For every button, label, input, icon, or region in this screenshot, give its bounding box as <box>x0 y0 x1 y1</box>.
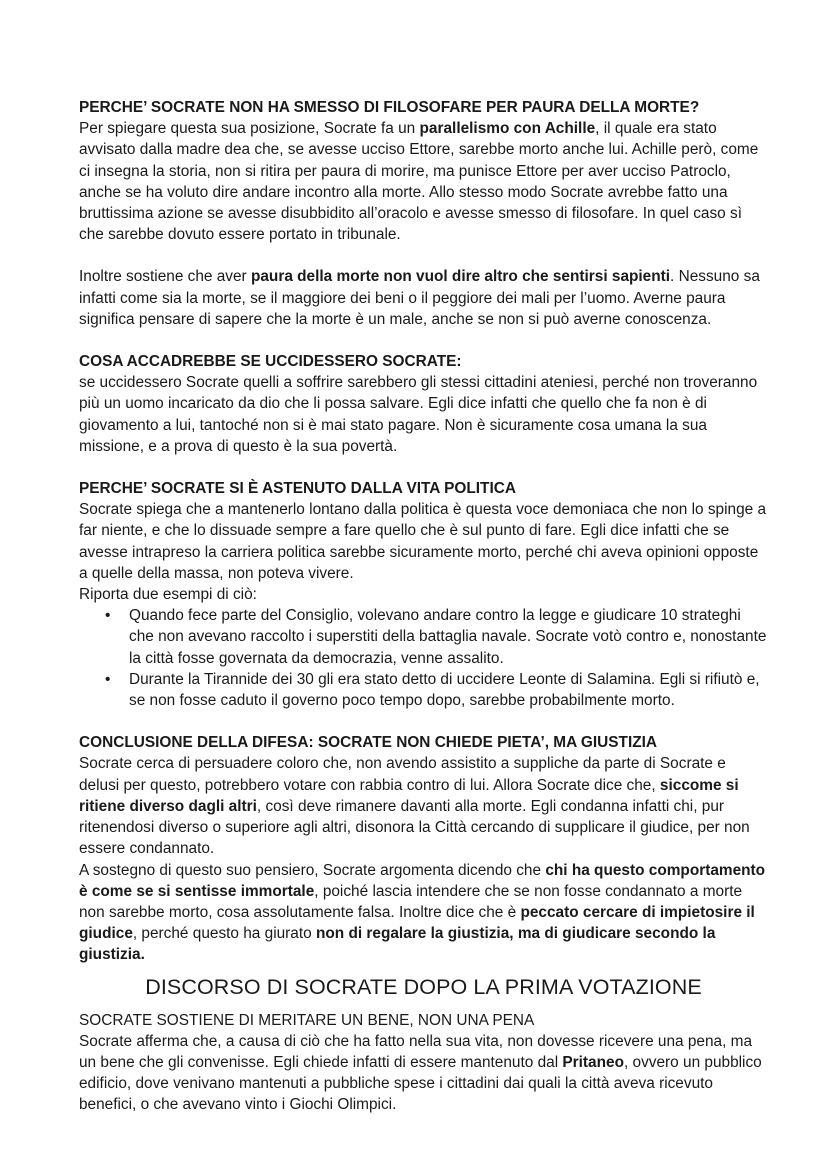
bold-phrase: chi ha questo comportamento è come se si sentisse immortale <box>79 861 766 900</box>
paragraph-immortal: A sostegno di questo suo pensiero, Socrate argomenta dicendo che chi ha questo comportamento è come se si sentisse immortale, poiché lascia intendere che se non fosse condannato a morte non sarebbe morto, cosa assolutamente falsa. Inoltre dice che è peccato cercare di impietosire il giudice, perché questo ha giurato non di regalare la giustizia, ma di giudicare secondo la giustizia. <box>79 861 766 964</box>
bullet-icon: • <box>105 607 111 625</box>
bold-phrase: peccato cercare di impietosire il giudice <box>79 903 755 943</box>
list-item: • Quando fece parte del Consiglio, volevano andare contro la legge e giudicare 10 strateghi che non avevano raccolto i superstiti della battaglia navale. Socrate votò contro e, nonostante la città fosse governata da democrazia, venne assalito. <box>105 607 767 667</box>
bold-phrase: non di regalare la giustizia, ma di giudicare secondo la giustizia. <box>79 925 716 964</box>
paragraph-achille: Per spiegare questa sua posizione, Socrate fa un parallelismo con Achille, il quale era stato avvisato dalla madre dea che, se avesse ucciso Ettore, sarebbe morto anche lui. Achille però, come ci insegna la storia, non si ritira per paura di morire, ma punisce Ettore per aver ucciso Patroclo, anche se ha voluto dire andare incontro alla morte. Allo stesso modo Socrate avrebbe fatto una bruttissima azione se avesse disubbidito all’oracolo e avesse smesso di filosofare. In quel caso sì che sarebbe dovuto essere portato in tribunale. <box>79 120 759 244</box>
paragraph-fear-wisdom: Inoltre sostiene che aver paura della morte non vuol dire altro che sentirsi sapienti. Nessuno sa infatti come sia la morte, se il maggiore dei beni o il peggiore dei mali per l’uomo. Averne paura significa pensare di sapere che la morte è un male, anche se non si può averne conoscenza. <box>79 268 760 328</box>
document-title: DISCORSO DI SOCRATE DOPO LA PRIMA VOTAZIONE <box>145 974 702 999</box>
section-heading-politics: PERCHE’ SOCRATE SI È ASTENUTO DALLA VITA POLITICA <box>79 480 516 498</box>
bold-phrase: siccome si ritiene diverso dagli altri <box>79 776 739 815</box>
paragraph-examples-intro: Riporta due esempi di ciò: <box>79 586 257 604</box>
examples-list <box>79 605 768 711</box>
section-heading-conclusion: CONCLUSIONE DELLA DIFESA: SOCRATE NON CHIEDE PIETA’, MA GIUSTIZIA <box>79 734 658 752</box>
paragraph-persuade: Socrate cerca di persuadere coloro che, non avendo assistito a suppliche da parte di Socrate e delusi per questo, potrebbero votare con rabbia contro di lui. Allora Socrate dice che, siccome si ritiene diverso dagli altri, così deve rimanere davanti alla morte. Egli condanna infatti chi, pur ritenendosi diverso o superiore agli altri, disonora la Città cercando di supplicare il giudice, per non essere condannato. <box>79 755 750 858</box>
bold-phrase: paura della morte non vuol dire altro che sentirsi sapienti <box>250 268 671 286</box>
list-item: • Durante la Tirannide dei 30 gli era stato detto di uccidere Leonte di Salamina. Egli si rifiutò e, se non fosse caduto il governo poco tempo dopo, sarebbe probabilmente morto. <box>105 670 760 710</box>
section-heading-deserve-good: SOCRATE SOSTIENE DI MERITARE UN BENE, NON UNA PENA <box>79 1011 535 1029</box>
paragraph-if-killed: se uccidessero Socrate quelli a soffrire sarebbero gli stessi cittadini ateniesi, perché non troveranno più un uomo incaricato da dio che li possa salvare. Egli dice infatti che quello che fa non è di giovamento a lui, tantoché non si è mai stato pagare. Non è sicuramente cosa umana la sua missione, e a prova di questo è la sua povertà. <box>79 374 758 455</box>
section-heading-fear-of-death: PERCHE’ SOCRATE NON HA SMESSO DI FILOSOFARE PER PAURA DELLA MORTE? <box>79 99 700 116</box>
bullet-icon: • <box>105 670 111 688</box>
bold-phrase: Pritaneo <box>562 1053 624 1071</box>
section-heading-if-killed: COSA ACCADREBBE SE UCCIDESSERO SOCRATE: <box>79 353 462 371</box>
paragraph-pritaneo: Socrate afferma che, a causa di ciò che ha fatto nella sua vita, non dovesse ricevere una pena, ma un bene che gli convenisse. Egli chiede infatti di essere mantenuto dal Pritaneo, ovvero un pubblico edificio, dove venivano mantenuti a pubbliche spese i cittadini dai quali la città aveva ricevuto benefici, o che avevano vinto i Giochi Olimpici. <box>79 1032 762 1114</box>
paragraph-politics: Socrate spiega che a mantenerlo lontano dalla politica è questa voce demoniaca che non lo spinge a far niente, e che lo dissuade sempre a fare quello che è sul punto di fare. Egli dice infatti che se avesse intrapreso la carriera politica sarebbe sicuramente morto, perché chi aveva opinioni opposte a quelle della massa, non poteva vivere. <box>79 501 767 582</box>
bold-phrase: parallelismo con Achille <box>419 120 596 138</box>
